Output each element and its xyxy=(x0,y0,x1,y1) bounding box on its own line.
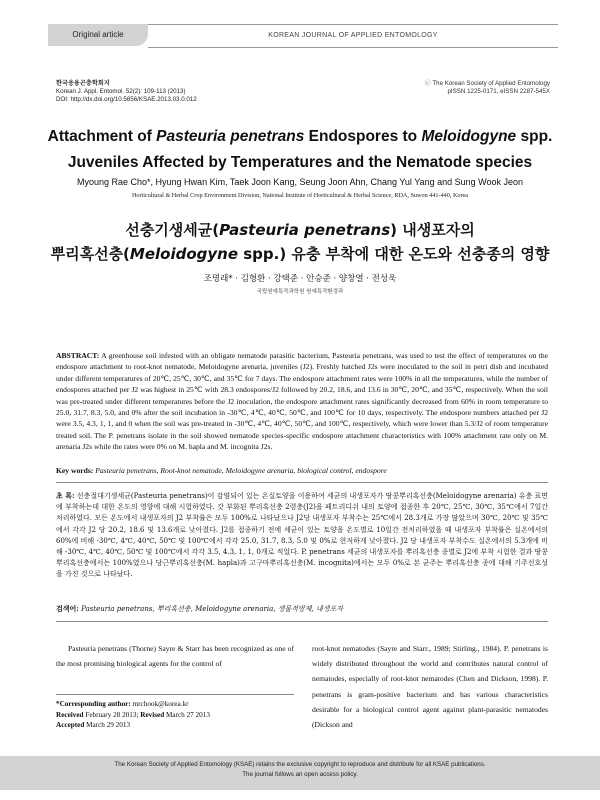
title-genus: Meloidogyne xyxy=(421,128,517,145)
title-ko-text: 선충기생세균( xyxy=(125,221,220,239)
corr-email[interactable]: mrchook@korea.kr xyxy=(132,700,189,708)
body-left-column: Pasteuria penetrans (Thorne) Sayre & Starr has been recognized as one of the most promising biological agents for the control of xyxy=(56,644,294,669)
abstract-label: ABSTRACT: xyxy=(56,351,100,360)
keywords-ko xyxy=(56,604,548,614)
body-right-column: root-knot nematodes (Sayre and Starr., 1989; Stirling., 1984). P. penetrans is widely distributed throughout the world and contributes natural control of nematodes, especially of root-knot nematodes (Chen and Dickson, 1998). P. penetrans is gram-positive bacterium and has various characteristics desirable for a biological control agent against plant-parasitic nematodes (Dickson and xyxy=(312,644,548,730)
keywords xyxy=(56,466,548,475)
title-text: spp. Juveniles Affected by Temperatures and the Nematode species xyxy=(67,128,553,171)
corr-label: *Corresponding author: xyxy=(56,700,131,708)
title-species: Pasteuria penetrans xyxy=(156,128,305,145)
journal-korean-name: 한국응용곤충학회지 xyxy=(56,80,110,87)
issn: pISSN 1225-0171, eISSN 2287-545X xyxy=(447,88,550,95)
keywords-text: Pasteuria penetrans, Root-knot nematode, Meloidogyne arenaria, biological control, endospore xyxy=(95,466,387,475)
title-ko-species: Pasteuria penetrans xyxy=(219,221,391,239)
paper-title-en xyxy=(40,124,560,176)
abstract xyxy=(56,350,548,453)
citation: Korean J. Appl. Entomol. 52(2): 109-113 (2013) xyxy=(56,88,186,95)
revised-date: March 27 2013 xyxy=(166,710,210,719)
received-date: February 28 2013; xyxy=(85,710,139,719)
doi[interactable]: DOI: http://dx.doi.org/10.5656/KSAE.2013.03.0.012 xyxy=(56,96,197,103)
copyright-footer xyxy=(0,756,600,790)
journal-name-band: KOREAN JOURNAL OF APPLIED ENTOMOLOGY xyxy=(148,24,558,48)
keywords-label: Key words: xyxy=(56,466,94,475)
summary-ko-label: 초 록: xyxy=(56,491,75,500)
title-text: Attachment of xyxy=(47,128,157,145)
copyright-block xyxy=(425,80,550,96)
summary-ko xyxy=(56,490,548,581)
affiliation-en: Horticultural & Herbal Crop Environment Division, National Institute of Horticultural & Herbal Science, RDA, Suwon 441-440, Korea xyxy=(131,192,469,199)
article-type-tag: Original article xyxy=(48,24,148,46)
divider xyxy=(56,482,548,483)
title-ko-text: spp.) 유충 부착에 대한 온도와 선충종의 영향 xyxy=(238,245,550,263)
summary-ko-text: 선충절대기생세균(Pasteuria penetrans)이 감염되어 있는 온실토양을 이용하여 세균의 내생포자가 땅콩뿌리혹선충(Meloidogyne arenaria) 유충 표면에 부착하는데 대한 온도의 영향에 대해 시험하였다. 갓 부화된 뿌리혹선충 2령충(J2)을 페트리디쉬 내의 토양에 접종한 후 20℃, 25℃, 30℃, 35℃에서 7일간 처리하였다. 모든 온도에서 내생포자의 J2 부착률은 모두 100%로 나타났으나 J2당 내생포자 부착수는 25℃에서 28.3개로 가장 많았으며 30℃, 20℃ 및 35℃에서 각각 J2 당 20.2, 18.6 및 13.6개로 낮아졌다. J2를 접종하기 전에 세균이 있는 토양을 온도별로 10일간 전처리하였을 때 내생포자 부착률은 실온에서의 60%에 비해 -30℃, 4℃, 40℃, 50℃ 및 100℃에서 각각 25.0, 31.7, 8.3, 5.0 및 0%로 현저하게 낮아졌다. J2 당 내생포자 부착수도 실온에서의 5.3개에 비해 -30℃, 4℃, 40℃, 50℃ 및 100℃에서 각각 3.5, 4.3, 1, 1, 0개로 적었다. P. penetrans 세균의 내생포자를 뿌리혹선충 종별로 J2에 부착 시험한 결과 땅콩뿌리혹선충에서는 100%였으나 당근뿌리혹선충(M. hapla)과 고구마뿌리혹선충(M. incognita)에서는 모두 0%로 본 균주는 뿌리혹선충 종에 대해 기주선호성을 가진 것으로 나타났다. xyxy=(56,492,548,579)
affiliation-ko: 국립원예특작과학원 원예특작환경과 xyxy=(256,289,344,295)
keywords-ko-label: 검색어: xyxy=(56,604,79,613)
keywords-ko-text: Pasteuria penetrans, 뿌리혹선충, Meloidogyne arenaria, 생물적방제, 내생포자 xyxy=(81,605,344,613)
title-ko-text: ) 내생포자의 xyxy=(390,221,475,239)
footer-line1: The Korean Society of Applied Entomology (KSAE) retains the exclusive copyright to reproduce and distribute for all KSAE publications. xyxy=(114,761,486,768)
title-ko-genus: Meloidogyne xyxy=(129,245,239,263)
footer-line2: The journal follows an open access policy. xyxy=(242,771,358,778)
citation-block xyxy=(56,80,197,104)
correspondence-block xyxy=(56,694,294,731)
title-text: Endospores to xyxy=(304,128,422,145)
authors-ko: 조명래* · 김형환 · 강택준 · 안승준 · 양창열 · 전성욱 xyxy=(203,274,397,284)
revised-label: Revised xyxy=(140,710,165,719)
accepted-date: March 29 2013 xyxy=(86,721,131,729)
copyright: ⓒ The Korean Society of Applied Entomology xyxy=(424,80,550,87)
accepted-label: Accepted xyxy=(56,721,85,729)
title-ko-text: 뿌리혹선충( xyxy=(50,245,130,263)
paper-title-ko xyxy=(40,218,560,266)
divider xyxy=(56,621,548,622)
abstract-text: A greenhouse soil infested with an obligate nematode parasitic bacterium, Pasteuria penetrans, was used to test the effect of temperatures on the endospore attachment to root-knot nematode, Meloidogyne arenaria, juveniles (J2). Freshly hatched J2s were inoculated to the soil in petri dish and incubated under different temperatures of 20℃, 25℃, 30℃, and 35℃ for 7 days. The endospore attachment rates were 100% in all the temperatures, while the number of endospores attached per J2 was highest in 25℃ with 28.3 endospores/J2 followed by 20.2, 18.6, and 13.6 in 30℃, 20℃, and 35℃, respectively. When the soil was pre-treated under different temperatures before the J2 inoculation, the endospore attachment rates significantly decreased from 60% in room temperature to 25.0, 31.7, 8.3, 5.0, and 0% after the soil incubation in -30℃, 4℃, 40℃, 50℃, and 100℃ for 10 days, respectively. The endospore numbers attached per J2 were 3.5, 4.3, 1, 1, and 0 when the soil was pre-treated in -30℃, 4℃, 40℃, 50℃, and 100℃, respectively, which were lower than 5.3/J2 of room temperature treated soil. The P. penetrans isolate in the soil showed nematode species-specific endospore attachment characteristics with 100% attachment rate only on M. arenaria J2s while the rates were 0% on M. hapla and M. incognita J2s. xyxy=(56,351,548,452)
authors-en: Myoung Rae Cho*, Hyung Hwan Kim, Taek Joon Kang, Seung Joon Ahn, Chang Yul Yang and Sung Wook Jeon xyxy=(77,177,523,187)
received-label: Received xyxy=(56,710,84,719)
journal-header xyxy=(0,0,600,70)
